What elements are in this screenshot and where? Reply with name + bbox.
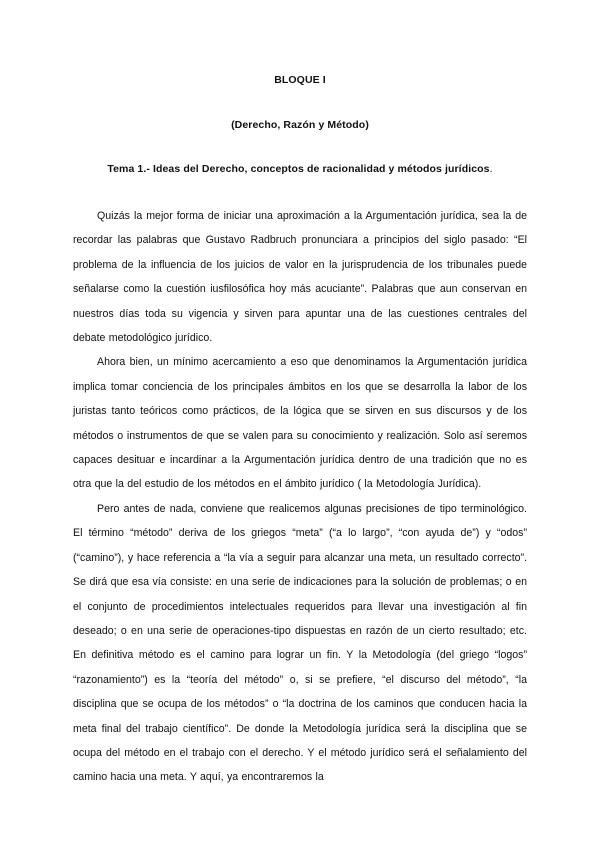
paragraph-2: Ahora bien, un mínimo acercamiento a eso que denominamos la Argumentación jurídica implica tomar conciencia de los principales ámbitos en los que se desarrolla la labor de los juristas tanto teóricos como prácticos, de la lógica que se sirven en sus discursos y de los métodos o instrumentos de que se valen para su conocimiento y realización. Solo así seremos capaces desituar e incardinar a la Argumentación jurídica dentro de una tradición que no es otra que la del estudio de los métodos en el ámbito jurídico ( la Metodología Jurídica). bbox=[73, 356, 527, 491]
topic-title-line bbox=[0, 163, 600, 175]
topic-title: Tema 1.- Ideas del Derecho, conceptos de racionalidad y métodos jurídicos bbox=[107, 163, 490, 175]
topic-title-period: . bbox=[489, 163, 493, 175]
block-subtitle: (Derecho, Razón y Método) bbox=[231, 119, 369, 131]
body-text bbox=[73, 204, 527, 790]
paragraph-3: Pero antes de nada, conviene que realicemos algunas precisiones de tipo terminológico. El término “método” deriva de los griegos “meta” (“a lo largo”, “con ayuda de”) y “odos” (“camino”), y hace referencia a “la vía a seguir para alcanzar una meta, un resultado correcto”. Se dirá que esa vía consiste: en una serie de indicaciones para la solución de problemas; o en el conjunto de procedimientos intelectuales requeridos para llevar una investigación al fin deseado; o en una serie de operaciones-tipo dispuestas en razón de un cierto resultado; etc. En definitiva método es el camino para lograr un fin. Y la Metodología (del griego “logos” “razonamiento”) es la “teoría del método” o, si se prefiere, “el discurso del método”, “la disciplina que se ocupa de los métodos” o “la doctrina de los caminos que conducen hacia la meta final del trabajo científico”. De donde la Metodología jurídica será la disciplina que se ocupa del método en el trabajo con el derecho. Y el método jurídico será el señalamiento del camino hacia una meta. Y aquí, ya encontraremos la bbox=[73, 502, 527, 784]
block-title: BLOQUE I bbox=[274, 74, 326, 86]
paragraph-1: Quizás la mejor forma de iniciar una aproximación a la Argumentación jurídica, sea la de recordar las palabras que Gustavo Radbruch pronunciara a principios del siglo pasado: “El problema de la influencia de los juicios de valor en la jurisprudencia de los tribunales puede señalarse como la cuestión iusfilosófica hoy más acuciante”. Palabras que aun conservan en nuestros días toda su vigencia y sirven para apuntar una de las cuestiones centrales del debate metodológico jurídico. bbox=[73, 210, 527, 345]
